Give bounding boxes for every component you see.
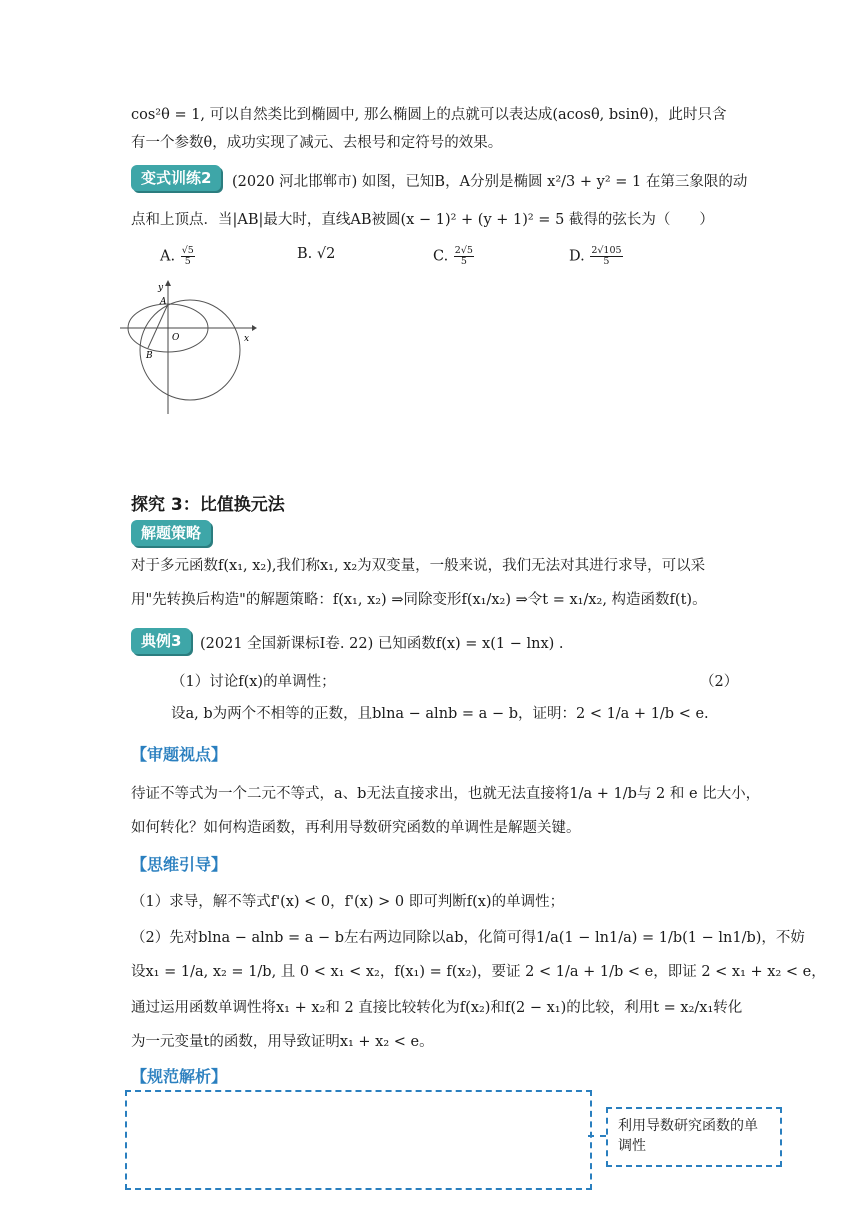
thinking-line: 为一元变量t的函数，用导致证明x₁ + x₂ < e。: [131, 1034, 434, 1050]
example-part1: （1）讨论f(x)的单调性；: [171, 674, 336, 690]
thinking-line: 通过运用函数单调性将x₁ + x₂和 2 直接比较转化为f(x₂)和f(2 − x₁)的比较，利用t = x₂/x₁转化: [131, 1000, 743, 1016]
ellipse-circle-figure: [118, 278, 258, 418]
example-part2: 设a, b为两个不相等的正数，且blna − alnb = a − b，证明：2 < 1/a + 1/b < e.: [171, 706, 709, 722]
option-b[interactable]: [297, 246, 335, 262]
strategy-line: 对于多元函数f(x₁, x₂),我们称x₁, x₂为双变量，一般来说，我们无法对其进行求导，可以采: [131, 558, 706, 574]
option-c[interactable]: [433, 246, 475, 267]
option-label: B.: [297, 246, 313, 262]
note-text: 利用导数研究函数的单调性: [618, 1118, 758, 1154]
thinking-title: 【思维引导】: [131, 855, 228, 874]
section-title: 探究 3：比值换元法: [131, 495, 285, 515]
option-a[interactable]: [160, 246, 196, 267]
question-line: (2020 河北邯郸市) 如图，已知B，A分别是椭圆 x²/3 + y² = 1 在第三象限的动: [232, 174, 748, 190]
fraction: $\frac{√5}{5}$: [181, 245, 194, 267]
analysis-title: 【规范解析】: [131, 1067, 228, 1086]
option-d[interactable]: [569, 246, 624, 267]
option-label: A.: [160, 248, 176, 265]
strategy-badge: 解题策略: [131, 520, 211, 546]
point-b-label: B: [146, 351, 153, 361]
example-question: (2021 全国新课标Ⅰ卷. 22) 已知函数f(x) = x(1 − lnx) .: [200, 636, 564, 652]
option-label: C.: [433, 248, 449, 265]
thinking-line: （1）求导，解不等式f'(x) < 0，f'(x) > 0 即可判断f(x)的单调性；: [131, 894, 565, 910]
paragraph-line: 有一个参数θ，成功实现了减元、去根号和定符号的效果。: [131, 135, 503, 151]
option-value: √2: [316, 246, 336, 262]
review-title: 【审题视点】: [131, 745, 228, 764]
thinking-line: 设x₁ = 1/a, x₂ = 1/b, 且 0 < x₁ < x₂，f(x₁) = f(x₂)，要证 2 < 1/a + 1/b < e，即证 2 < x₁ + x₂ < e，: [131, 964, 826, 980]
point-a-label: A: [160, 297, 167, 307]
fraction: $\frac{2√105}{5}$: [591, 245, 622, 267]
fraction: $\frac{2√5}{5}$: [454, 245, 473, 267]
option-label: D.: [569, 248, 585, 265]
answer-box[interactable]: [125, 1090, 592, 1190]
connector-line: [588, 1135, 606, 1137]
example-badge: 典例3: [131, 628, 191, 654]
question-line: 点和上顶点．当|AB|最大时，直线AB被圆(x − 1)² + (y + 1)² = 5 截得的弦长为（ ）: [131, 212, 714, 228]
thinking-line: （2）先对blna − alnb = a − b左右两边同除以ab，化简可得1/a(1 − ln1/a) = 1/b(1 − ln1/b)，不妨: [131, 930, 805, 946]
strategy-line: 用"先转换后构造"的解题策略：f(x₁, x₂) ⇒同除变形f(x₁/x₂) ⇒令t = x₁/x₂, 构造函数f(t)。: [131, 592, 707, 608]
paragraph-line: cos²θ = 1, 可以自然类比到椭圆中, 那么椭圆上的点就可以表达成(acosθ, bsinθ)，此时只含: [131, 107, 727, 123]
review-line: 待证不等式为一个二元不等式，a、b无法直接求出，也就无法直接将1/a + 1/b与 2 和 e 比大小，: [131, 786, 761, 802]
exercise-badge: 变式训练2: [131, 165, 221, 191]
x-axis-label: x: [244, 334, 250, 344]
note-box: [606, 1107, 782, 1167]
y-axis-label: y: [158, 283, 164, 293]
origin-label: O: [172, 333, 180, 343]
example-part2-marker: （2）: [700, 674, 739, 690]
review-line: 如何转化？如何构造函数，再利用导数研究函数的单调性是解题关键。: [131, 820, 581, 836]
